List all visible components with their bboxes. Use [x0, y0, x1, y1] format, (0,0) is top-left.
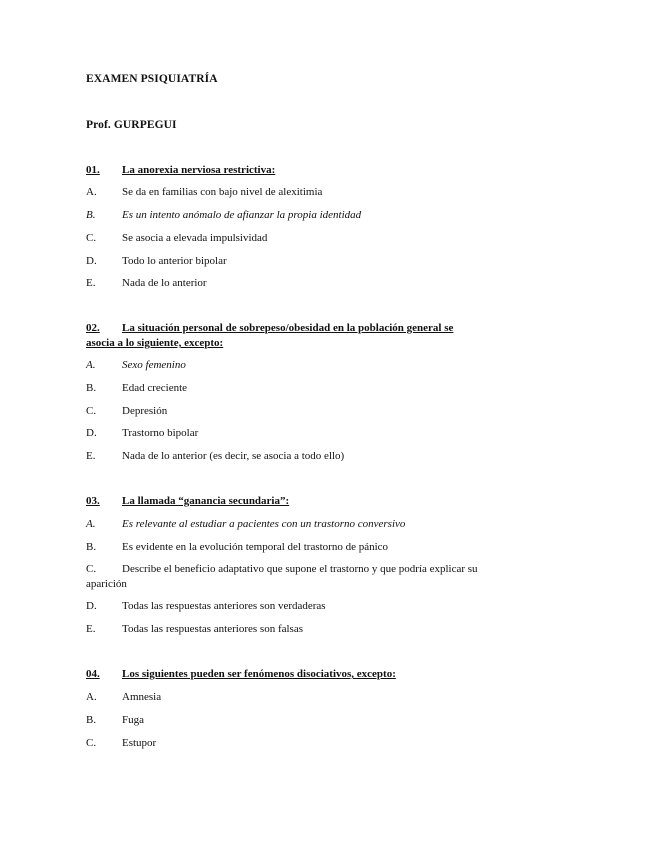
option-text: Fuga — [122, 714, 144, 726]
option-text: Trastorno bipolar — [122, 427, 199, 439]
option-text: Estupor — [122, 737, 157, 749]
option-text: Edad creciente — [122, 382, 188, 394]
exam-title: EXAMEN PSIQUIATRÍA — [86, 73, 218, 85]
option-text: Es relevante al estudiar a pacientes con un trastorno conversivo — [122, 518, 406, 530]
option-letter: E. — [86, 277, 96, 289]
question-text-line2: asocia a lo siguiente, excepto: — [86, 337, 224, 349]
option-text: Todas las respuestas anteriores son verdaderas — [122, 600, 326, 612]
option-letter: C. — [86, 405, 97, 417]
option-text: Todas las respuestas anteriores son falsas — [122, 623, 303, 635]
question-number: 01. — [86, 164, 100, 176]
question-text: Los siguientes pueden ser fenómenos disociativos, excepto: — [122, 668, 396, 680]
option-letter: A. — [86, 691, 97, 703]
option-letter: E. — [86, 623, 96, 635]
question-number: 02. — [86, 322, 100, 334]
option-letter: D. — [86, 600, 97, 612]
option-letter: B. — [86, 714, 97, 726]
option-text: Sexo femenino — [122, 359, 186, 371]
option-text: Se da en familias con bajo nivel de alexitimia — [122, 186, 323, 198]
option-text: Describe el beneficio adaptativo que supone el trastorno y que podría explicar su — [122, 563, 478, 575]
option-text: Es evidente en la evolución temporal del trastorno de pánico — [122, 541, 389, 553]
option-letter: B. — [86, 541, 97, 553]
question-number: 04. — [86, 668, 100, 680]
option-letter: A. — [86, 186, 97, 198]
professor-name: Prof. GURPEGUI — [86, 119, 177, 131]
question-text: La anorexia nerviosa restrictiva: — [122, 164, 276, 176]
option-letter: E. — [86, 450, 96, 462]
option-text: Todo lo anterior bipolar — [122, 255, 227, 267]
option-letter: A. — [86, 359, 96, 371]
option-letter: A. — [86, 518, 96, 530]
option-text-continuation: aparición — [86, 578, 127, 590]
option-letter: B. — [86, 209, 96, 221]
option-letter: D. — [86, 255, 97, 267]
option-letter: D. — [86, 427, 97, 439]
option-text: Se asocia a elevada impulsividad — [122, 232, 268, 244]
option-letter: B. — [86, 382, 97, 394]
option-text: Nada de lo anterior — [122, 277, 207, 289]
option-text: Nada de lo anterior (es decir, se asocia a todo ello) — [122, 450, 345, 462]
question-text-line1: La situación personal de sobrepeso/obesidad en la población general se — [122, 322, 454, 334]
option-text: Amnesia — [122, 691, 162, 703]
question-text: La llamada “ganancia secundaria”: — [122, 495, 290, 507]
option-letter: C. — [86, 232, 97, 244]
option-text: Depresión — [122, 405, 168, 417]
option-text: Es un intento anómalo de afianzar la propia identidad — [122, 209, 362, 221]
question-number: 03. — [86, 495, 100, 507]
option-letter: C. — [86, 563, 97, 575]
option-letter: C. — [86, 737, 97, 749]
